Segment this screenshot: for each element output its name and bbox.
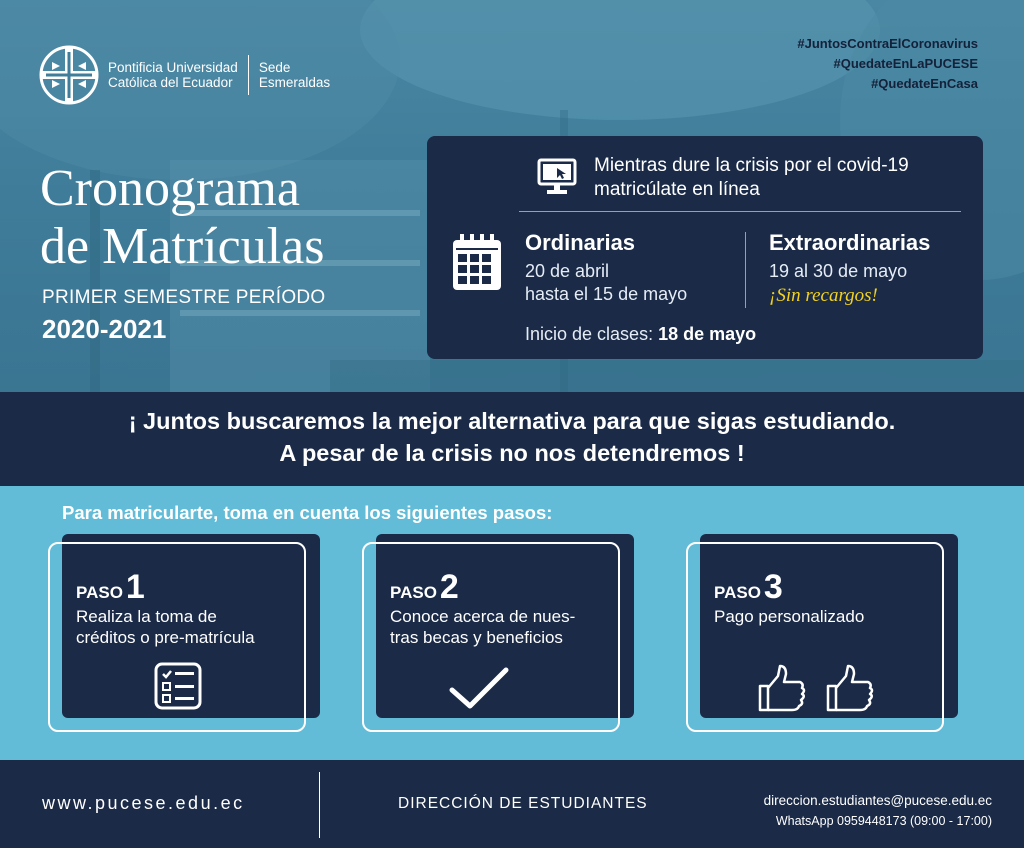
contact-whatsapp: WhatsApp 0959448173 (09:00 - 17:00): [775, 814, 992, 828]
classes-start-date: 18 de mayo: [658, 324, 757, 344]
computer-monitor-icon: [537, 158, 577, 196]
step-label: [390, 568, 459, 607]
divider: [519, 211, 961, 212]
steps-section: [0, 486, 1024, 760]
step-description: [714, 606, 940, 627]
ordinary-date-start: 20 de abril: [525, 261, 610, 281]
step-description-line1: Pago personalizado: [714, 607, 865, 626]
calendar-icon: [451, 232, 503, 292]
title-line2: de Matrículas: [40, 218, 325, 275]
checkmark-icon: [448, 664, 510, 712]
extraordinary-dates: 19 al 30 de mayo: [769, 261, 908, 281]
hero-section: [0, 0, 1024, 392]
step-number: 1: [125, 568, 145, 606]
university-logo: [38, 44, 330, 106]
title-line1: Cronograma: [40, 160, 300, 217]
step-card-2: [362, 540, 634, 728]
contact-email[interactable]: direccion.estudiantes@pucese.edu.ec: [763, 793, 992, 808]
step-description-line2: créditos o pre-matrícula: [76, 628, 255, 647]
step-word: PASO: [714, 583, 761, 602]
ordinary-date-end: hasta el 15 de mayo: [525, 284, 688, 304]
no-surcharge-note: ¡Sin recargos!: [769, 285, 878, 306]
page-title: [40, 160, 324, 276]
hashtag: #JuntosContraElCoronavirus: [797, 36, 978, 51]
logo-divider: [248, 55, 249, 95]
motivation-banner: [0, 392, 1024, 486]
website-link[interactable]: www.pucese.edu.ec: [42, 793, 245, 813]
step-word: PASO: [390, 583, 437, 602]
footer-divider: [319, 772, 320, 838]
thumbs-up-icon: [756, 664, 878, 714]
footer: [0, 760, 1024, 848]
step-description-line1: Conoce acerca de nues-: [390, 607, 576, 626]
academic-year: 2020-2021: [42, 314, 167, 344]
contact-info: [764, 790, 992, 832]
enrollment-info-card: [427, 136, 983, 359]
step-label: [76, 568, 145, 607]
pucese-emblem-icon: [38, 44, 100, 106]
checklist-icon: [154, 662, 202, 710]
ordinary-enrollment: [525, 230, 687, 306]
hashtag: #QuedateEnCasa: [871, 76, 978, 91]
step-number: 2: [439, 568, 459, 606]
online-enrollment-notice: [594, 154, 909, 202]
logo-sede-line1: Sede: [258, 60, 291, 75]
page-subtitle: PRIMER SEMESTRE PERÍODO: [42, 287, 326, 308]
step-card-1: [48, 540, 320, 728]
hashtag-list: [797, 34, 978, 94]
logo-name-line2: Católica del Ecuador: [108, 75, 233, 90]
notice-line2: matricúlate en línea: [594, 179, 760, 200]
logo-sede-line2: Esmeraldas: [258, 75, 331, 90]
extraordinary-heading: Extraordinarias: [769, 230, 931, 255]
department-name: DIRECCIÓN DE ESTUDIANTES: [398, 795, 648, 812]
hashtag: #QuedateEnLaPUCESE: [833, 56, 978, 71]
step-number: 3: [763, 568, 783, 606]
steps-heading: Para matricularte, toma en cuenta los siguientes pasos:: [62, 502, 553, 523]
logo-name-line1: Pontificia Universidad: [108, 60, 238, 75]
notice-line1: Mientras dure la crisis por el covid-19: [594, 155, 909, 176]
step-description: [390, 606, 616, 648]
extraordinary-enrollment: [769, 230, 930, 307]
column-divider: [745, 232, 746, 308]
step-label: [714, 568, 783, 607]
classes-start: [525, 324, 756, 345]
ordinary-heading: Ordinarias: [525, 230, 636, 255]
step-description-line1: Realiza la toma de: [76, 607, 217, 626]
step-card-3: [686, 540, 958, 728]
banner-line1: ¡ Juntos buscaremos la mejor alternativa para que sigas estudiando.: [128, 408, 896, 434]
step-description-line2: tras becas y beneficios: [390, 628, 563, 647]
banner-line2: A pesar de la crisis no nos detendremos !: [279, 440, 745, 466]
step-description: [76, 606, 302, 648]
classes-start-label: Inicio de clases:: [525, 324, 654, 344]
step-word: PASO: [76, 583, 123, 602]
